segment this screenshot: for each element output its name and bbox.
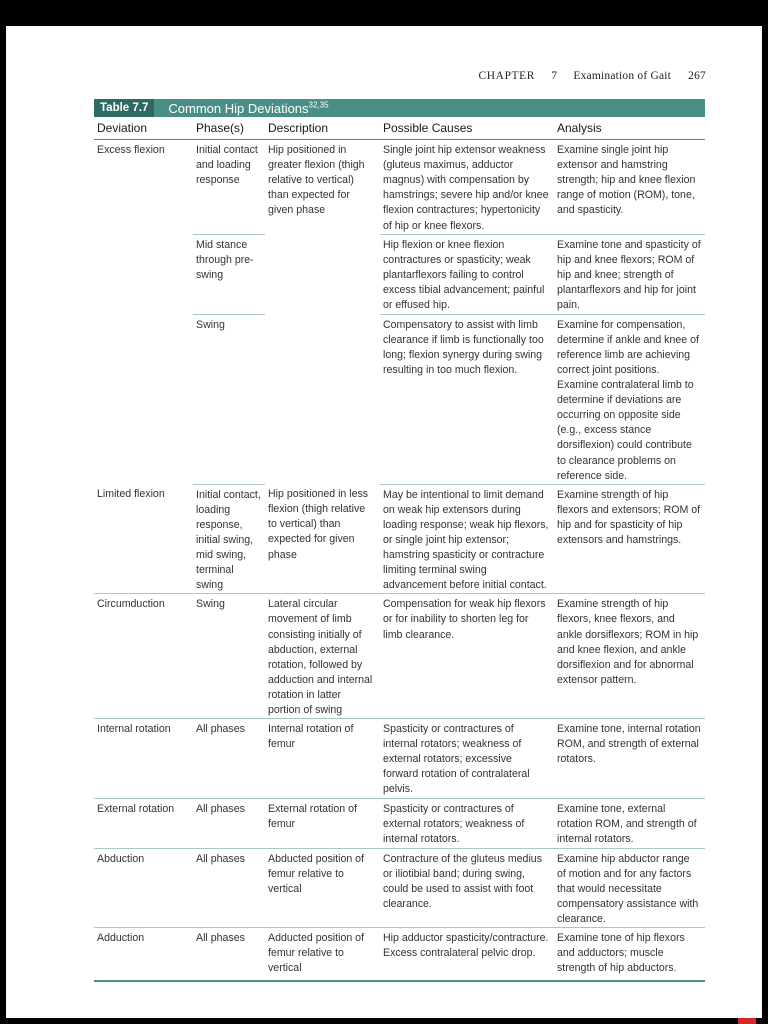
deviation-cell: Adduction [94,928,193,982]
chapter-title: Examination of Gait [573,70,672,82]
phase-cell: Swing [193,314,265,484]
deviation-cell: External rotation [94,798,193,848]
causes-cell: May be intentional to limit demand on weak hip extensors during loading response; weak hip flexors, or single joint hip extensor; hamstring spasticity or contracture limiting terminal swing advancement before initial contact. [380,484,554,594]
table-title-refs: 32,35 [308,100,329,110]
description-cell: Lateral circular movement of limb consisting initially of abduction, external rotation, followed by adduction and internal rotation in latter portion of swing [265,594,380,719]
causes-cell: Hip flexion or knee flexion contractures or spasticity; weak plantarflexors failing to control excess tibial advancement; painful or effused hip. [380,234,554,314]
table-row [94,719,705,798]
causes-cell: Compensation for weak hip flexors or for inability to shorten leg for limb clearance. [380,594,554,719]
analysis-cell: Examine strength of hip flexors, knee flexors, and ankle dorsiflexors; ROM in hip and knee flexion, and ankle dorsiflexion and for abnormal extensor pattern. [554,594,705,719]
chapter-label: CHAPTER [478,70,536,82]
analysis-cell: Examine strength of hip flexors and extensors; ROM of hip and for spasticity of hip extensors and hamstrings. [554,484,705,594]
chapter-number: 7 [551,70,558,82]
analysis-cell: Examine tone, internal rotation ROM, and strength of external rotators. [554,719,705,798]
table-title-text: Common Hip Deviations [168,100,309,116]
causes-cell: Spasticity or contractures of internal rotators; weakness of external rotators; excessive forward rotation of contralateral pelvis. [380,719,554,798]
causes-cell: Spasticity or contractures of external rotators; weakness of internal rotators. [380,798,554,848]
table-header-row [94,117,705,140]
corner-marker [738,1018,756,1024]
table-row [94,594,705,719]
phase-cell: Mid stance through pre-swing [193,234,265,314]
analysis-cell: Examine single joint hip extensor and hamstring strength; hip and knee flexion range of motion (ROM), tone, and spasticity. [554,140,705,235]
description-cell: Abducted position of femur relative to vertical [265,848,380,927]
phase-cell: All phases [193,798,265,848]
analysis-cell: Examine tone of hip flexors and adductors; muscle strength of hip abductors. [554,928,705,982]
bottom-bar [0,1018,768,1024]
table-row [94,848,705,927]
page-number: 267 [688,70,706,82]
description-cell: Hip positioned in greater flexion (thigh relative to vertical) than expected for given phase [268,144,365,217]
header-phases: Phase(s) [193,117,265,140]
phase-cell: Initial contact and loading response [193,140,265,235]
description-cell: External rotation of femur [265,798,380,848]
analysis-cell: Examine tone and spasticity of hip and knee flexors; ROM of hip and knee; strength of plantarflexors and hip for joint pain. [554,234,705,314]
phase-cell: All phases [193,928,265,982]
phase-cell: All phases [193,719,265,798]
book-page [6,26,762,1020]
description-cell: Hip positioned in less flexion (thigh relative to vertical) than expected for given phase [265,484,380,594]
deviation-cell: Circumduction [94,594,193,719]
deviation-cell: Abduction [94,848,193,927]
deviation-cell: Limited flexion [94,484,193,594]
header-deviation: Deviation [94,117,193,140]
table-title-bar [94,99,705,117]
causes-cell: Hip adductor spasticity/contracture. Excess contralateral pelvic drop. [380,928,554,982]
header-description: Description [265,117,380,140]
description-cell: Adducted position of femur relative to vertical [265,928,380,982]
causes-cell: Single joint hip extensor weakness (gluteus maximus, adductor magnus) with compensation by hamstrings; severe hip and/or knee flexion contractures; hypertonicity of hip or knee flexors. [380,140,554,235]
causes-cell: Compensatory to assist with limb clearance if limb is functionally too long; flexion synergy during swing resulting in too much flexion. [380,314,554,484]
header-analysis: Analysis [554,117,705,140]
deviation-cell: Excess flexion [97,144,165,157]
analysis-cell: Examine tone, external rotation ROM, and strength of internal rotators. [554,798,705,848]
table-title [168,101,328,116]
description-cell: Internal rotation of femur [265,719,380,798]
header-causes: Possible Causes [380,117,554,140]
table-row [94,928,705,982]
phase-cell: Initial contact, loading response, initial swing, mid swing, terminal swing [193,484,265,594]
top-bar [0,0,768,26]
deviation-cell: Internal rotation [94,719,193,798]
running-head [478,70,706,82]
table-row [94,798,705,848]
analysis-cell: Examine hip abductor range of motion and for any factors that would necessitate compensatory assistance with clearance. [554,848,705,927]
phase-cell: All phases [193,848,265,927]
table-label: Table 7.7 [94,99,154,117]
hip-deviations-table [94,117,705,982]
table-row [94,484,705,594]
analysis-cell: Examine for compensation, determine if ankle and knee of reference limb are achieving correct joint positions. Examine contralateral limb to determine if deviations are occurring on opposite side (e.g., excess stance dorsiflexion) could contribute to clearance problems on reference side. [554,314,705,484]
table-row [94,140,705,235]
phase-cell: Swing [193,594,265,719]
causes-cell: Contracture of the gluteus medius or iliotibial band; during swing, could be used to assist with foot clearance. [380,848,554,927]
